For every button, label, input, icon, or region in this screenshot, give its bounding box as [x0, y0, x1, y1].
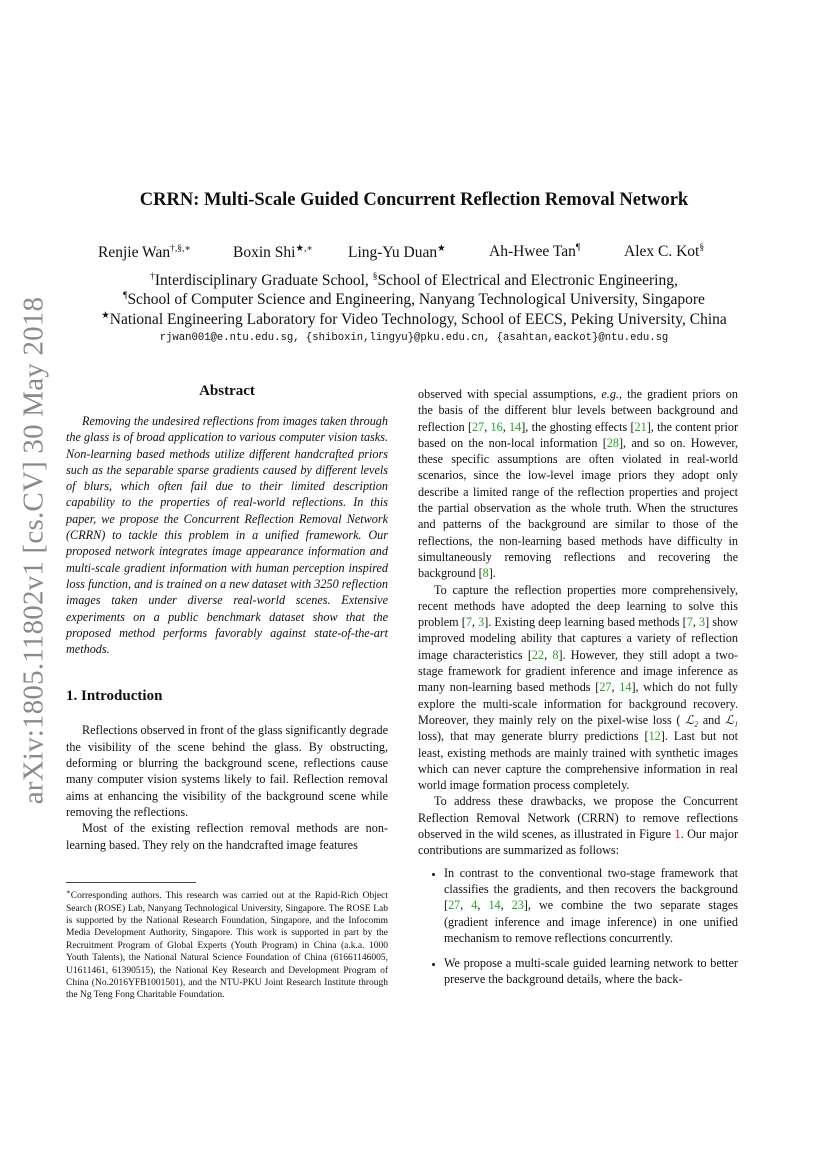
math-symbol: ℒ₂ — [685, 712, 699, 727]
text-run: ], the content prior based on the non-local information [ — [418, 419, 739, 450]
citation-link[interactable]: 27 — [599, 680, 612, 695]
citation-link[interactable]: 16 — [490, 419, 503, 434]
text-run: In contrast to the conventional two-stage framework that classifies the gradients, and then recovers the background [ — [444, 865, 738, 913]
right-column — [418, 386, 738, 997]
text-run: ] show improved modeling ability that captures a variety of reflection image characteristics [ — [418, 615, 739, 662]
footnote — [66, 886, 388, 1002]
figure-link[interactable]: 1 — [674, 827, 681, 842]
intro-paragraph-1: Reflections observed in front of the glass significantly degrade the visibility of the scene behind the glass. By obstructing, deforming or blurring the background scene, reflections cause many computer vision systems likely to fail. Reflection removal aims at enhancing the visibility of the background scene while removing the reflections. — [66, 723, 388, 819]
affiliation-mark: ★ — [101, 311, 110, 321]
text-run: ], and so on. However, these specific assumptions are often violated in real-world scenarios, since the low-level image priors they adopt only describe a limited range of the reflection properties and project the partial observation as the whole truth. When the structures and patterns of the background are similar to those of the reflections, the non-learning based methods have difficulty in simultaneously removing reflections and recovering the background [ — [418, 435, 739, 581]
contribution-item: • In contrast to the conventional two-stage framework that classifies the gradients, and then recovers the background [27, 4, 14, 23], we combine the two separate stages (gradient inference and image inference) in one unified mechanism to remove reflections concurrently. — [444, 865, 738, 946]
author-list — [0, 243, 828, 265]
text-run: and — [698, 712, 725, 727]
left-column — [66, 383, 388, 853]
citation-link[interactable]: 14 — [509, 419, 522, 434]
text-run: , the gradient priors on the basis of the different blur levels between background and reflection [ — [418, 387, 738, 434]
text-run: ], we combine the two separate stages (gradient inference and image inference) in one unified mechanism to remove reflections concurrently. — [444, 898, 739, 945]
citation-link[interactable]: 27 — [448, 898, 461, 913]
citation-link[interactable]: 8 — [552, 647, 559, 662]
text-run: ], which do not fully explore the multi-scale information for background recovery. Moreover, they mainly rely on the pixel-wise loss ( — [418, 680, 738, 727]
affiliation-line-1 — [0, 272, 828, 290]
citation-link[interactable]: 12 — [648, 729, 661, 744]
citation-link[interactable]: 3 — [478, 615, 485, 630]
arxiv-stamp-text: arXiv:1805.11802v1 [cs.CV] 30 May 2018 — [17, 296, 50, 804]
abstract-heading: Abstract — [199, 383, 255, 399]
text-run: observed with special assumptions, — [418, 387, 602, 401]
affiliation-line-2 — [0, 291, 828, 309]
author-marks: § — [699, 243, 705, 253]
right-paragraph-3 — [418, 793, 738, 858]
introduction-heading: 1. Introduction — [66, 688, 163, 705]
author-marks: †,§,∗ — [170, 244, 191, 254]
author-name: Alex C. Kot — [624, 243, 700, 260]
footnote-divider — [66, 882, 196, 883]
author-4 — [489, 243, 580, 261]
author-name: Renjie Wan — [98, 244, 171, 261]
abstract-text: Removing the undesired reflections from images taken through the glass is of broad application to various computer vision tasks. Non-learning based methods utilize different handcrafted priors such as the separable sparse gradients caused by different levels of blurs, which often fail due to their limited description capability to the properties of real-world reflections. In this paper, we propose the Concurrent Reflection Removal Network (CRRN) to tackle this problem in a unified framework. Our proposed network integrates image appearance information and multi-scale gradient information with human perception inspired loss function, and is trained on a new dataset with 3250 reflection images taken under diverse real-world scenes. Extensive experiments on a public benchmark dataset show that the proposed method performs favorably against state-of-the-art methods. — [66, 414, 388, 657]
contribution-item: • We propose a multi-scale guided learning network to better preserve the background details, where the back- — [444, 955, 738, 988]
citation-link[interactable]: 8 — [482, 566, 489, 581]
citation-link[interactable]: 23 — [511, 898, 524, 913]
affiliation-mark: † — [150, 272, 155, 282]
affiliation-text: School of Computer Science and Engineering, Nanyang Technological University, Singapore — [127, 291, 705, 308]
affiliation-text: Interdisciplinary Graduate School, — [154, 272, 373, 289]
author-1 — [98, 243, 191, 262]
text-run: ]. Existing deep learning based methods [ — [484, 615, 687, 630]
footnote-text: Corresponding authors. This research was carried out at the Rapid-Rich Object Search (ROSE) Lab, Nanyang Technological University, Singapore. The ROSE Lab is supported by the National Research Foundation, Singapore, and the Infocomm Media Development Authority, Singapore. This work is supported in part by the Recruitment Program of Global Experts (Youth Program) in China (a.k.a. 1000 Youth Talents), the National Natural Science Foundation of China (61661146005, U1611461, 61390515), the National Key Research and Development Program of China (No.2016YFB1001501), and the NTU-PKU Joint Research Institute through the Ng Teng Fong Charitable Foundation. — [66, 891, 388, 1001]
author-name: Boxin Shi — [233, 244, 296, 261]
author-marks: ★,∗ — [295, 244, 313, 254]
affiliation-text: School of Electrical and Electronic Engineering, — [377, 272, 678, 289]
text-run: ], the ghosting effects [ — [521, 419, 635, 434]
citation-link[interactable]: 27 — [472, 419, 485, 434]
contributions-list — [418, 865, 738, 988]
author-marks: ¶ — [575, 243, 581, 253]
author-name: Ling-Yu Duan — [348, 244, 438, 261]
paper-title: CRRN: Multi-Scale Guided Concurrent Reflection Removal Network — [139, 190, 689, 210]
text-run: loss), that may generate blurry predictions [ — [418, 729, 649, 744]
right-paragraph-1: observed with special assumptions, e.g., the gradient priors on the basis of the different blur levels between background and reflection [27, 16, 14], the ghosting effects [21], the content prior based on the non-local information [28], and so on. However, these specific assumptions are often violated in real-world scenarios, since the low-level image priors they adopt only describe a limited range of the reflection properties and project the partial observation as the whole truth. When the structures and patterns of the background are similar to those of the reflections, the non-learning based methods have difficulty in simultaneously removing reflections and recovering the background [8]. — [418, 387, 739, 581]
text-run: To address these drawbacks, we propose the Concurrent Reflection Removal Network (CRRN) to remove reflections observed in the wild scenes, as illustrated in Figure — [418, 794, 738, 842]
author-name: Ah-Hwee Tan — [489, 243, 576, 260]
citation-link[interactable]: 21 — [634, 419, 647, 434]
text-run: To capture the reflection properties more comprehensively, recent methods have adopted the deep learning to solve this problem [ — [418, 582, 738, 630]
citation-link[interactable]: 7 — [465, 615, 472, 630]
right-paragraph-2: To capture the reflection properties more comprehensively, recent methods have adopted the deep learning to solve this problem [7, 3]. Existing deep learning based methods [7, 3] show improved modeling ability that captures a variety of reflection image characteristics [22, 8]. However, they still adopt a two-stage framework for gradient inference and image inference as many non-learning based methods [27, 14], which do not fully explore the multi-scale information for background recovery. Moreover, they mainly rely on the pixel-wise loss ( ℒ₂ and ℒ₁ loss), that may generate blurry predictions [12]. Last but not least, existing methods are mainly trained with synthetic images which can never capture the comprehensive information in real world image formation process completely. — [418, 582, 739, 793]
arxiv-stamp — [10, 296, 58, 804]
affiliation-text: National Engineering Laboratory for Video Technology, School of EECS, Peking University, China — [109, 311, 727, 328]
citation-link[interactable]: 3 — [699, 615, 706, 630]
text-run: . Our major contributions are summarized as follows: — [418, 827, 739, 858]
intro-paragraph-2: Most of the existing reflection removal methods are non-learning based. They rely on the handcrafted image features — [66, 821, 388, 852]
author-marks: ★ — [437, 244, 446, 254]
affiliation-mark: ¶ — [123, 291, 128, 301]
text-run: e.g. — [601, 387, 619, 401]
author-5 — [624, 243, 704, 261]
citation-link[interactable]: 14 — [488, 898, 501, 913]
text-run: ]. Last but not least, existing methods are mainly trained with synthetic images which can never capture the comprehensive information in real world image formation process completely. — [418, 729, 738, 793]
author-emails: rjwan001@e.ntu.edu.sg, {shiboxin,lingyu}@pku.edu.cn, {asahtan,eackot}@ntu.edu.sg — [159, 332, 669, 344]
text-run: ]. However, they still adopt a two-stage framework for gradient inference and image inference as many non-learning based methods [ — [418, 647, 738, 695]
author-3 — [348, 243, 446, 262]
author-2 — [233, 243, 313, 262]
citation-link[interactable]: 4 — [471, 898, 478, 913]
text-run: ]. — [488, 566, 496, 581]
affiliation-line-3 — [0, 310, 828, 329]
citation-link[interactable]: 22 — [531, 647, 545, 662]
citation-link[interactable]: 14 — [619, 680, 632, 695]
math-symbol: ℒ₁ — [724, 712, 738, 727]
footnote-mark: ∗ — [66, 888, 71, 896]
affiliation-mark: § — [372, 272, 378, 282]
citation-link[interactable]: 7 — [686, 615, 693, 630]
citation-link[interactable]: 28 — [606, 435, 619, 450]
